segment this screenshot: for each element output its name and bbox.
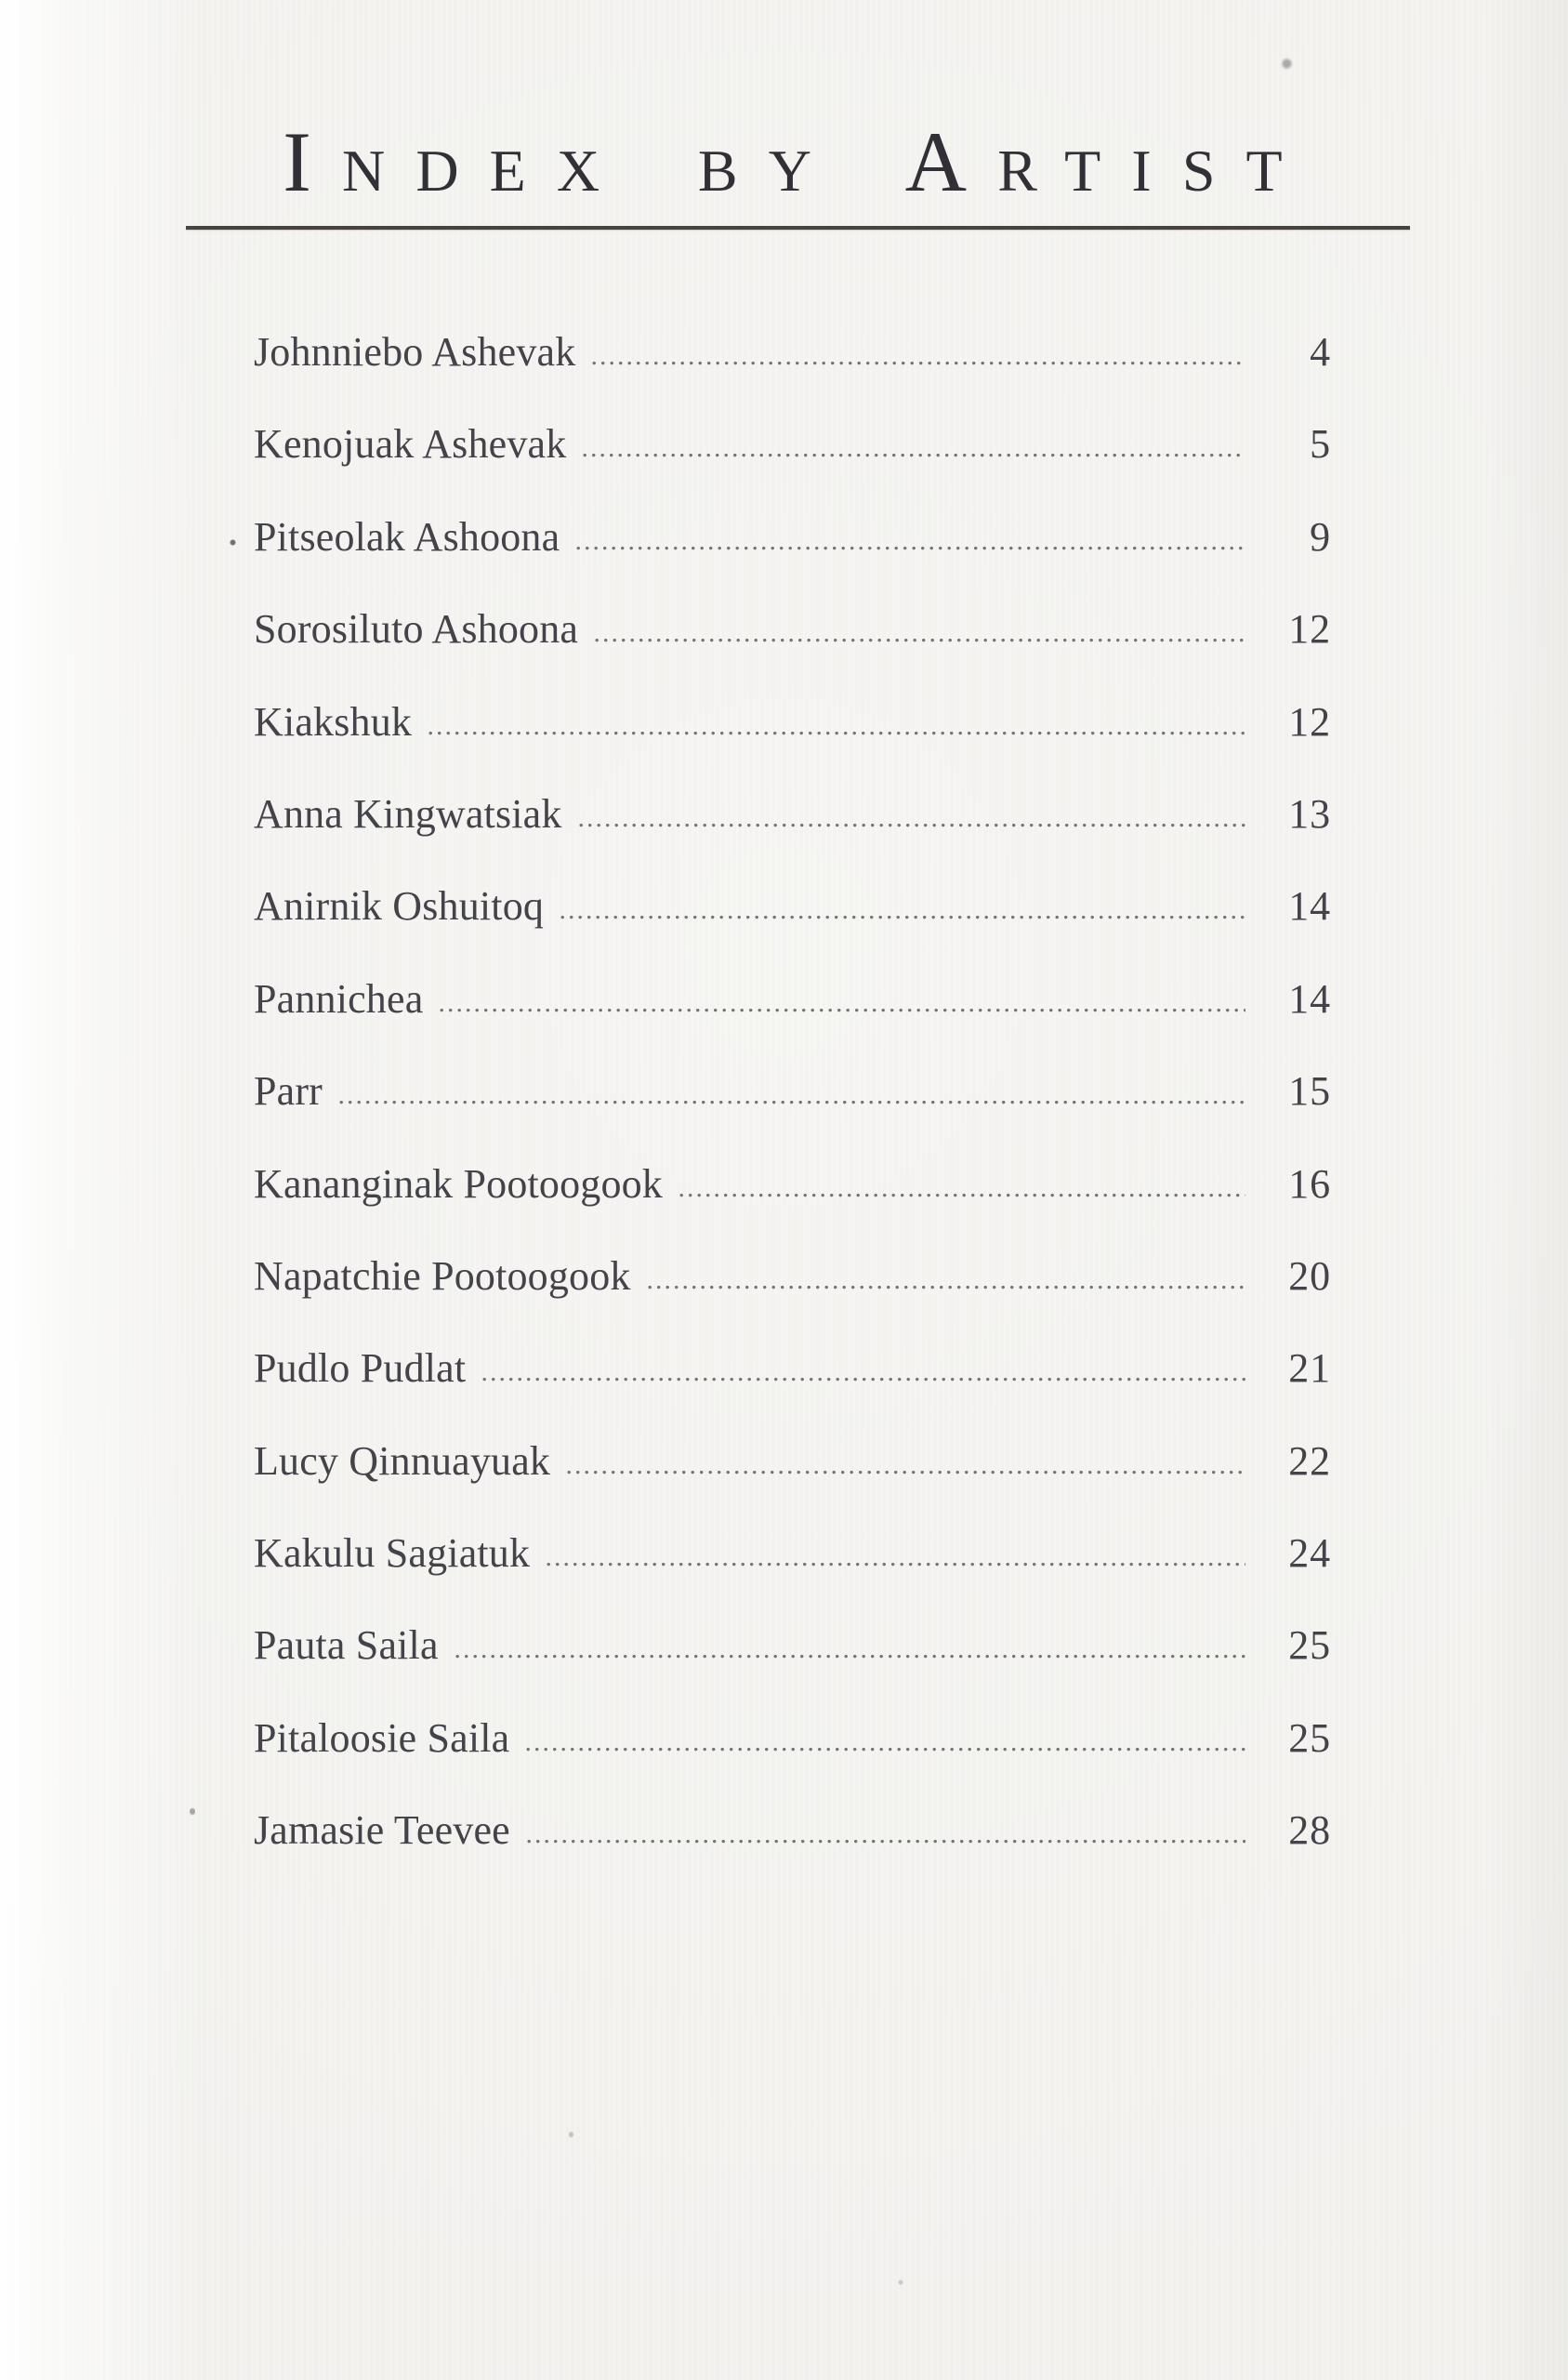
index-entry-row — [254, 1785, 1331, 1877]
index-entry-row — [254, 1693, 1331, 1785]
dot-leader — [527, 1839, 1245, 1844]
page-number: 16 — [1288, 1160, 1331, 1207]
artist-name: Pudlo Pudlat — [254, 1345, 467, 1392]
page-number: 22 — [1288, 1437, 1331, 1484]
dot-leader — [482, 1377, 1245, 1382]
artist-name: Kananginak Pootoogook — [254, 1160, 663, 1207]
artist-name: Parr — [254, 1068, 323, 1115]
index-entry-row — [254, 861, 1331, 953]
artist-name: Johnniebo Ashevak — [254, 329, 576, 375]
page-number: 12 — [1288, 606, 1331, 653]
artist-name: Anna Kingwatsiak — [254, 790, 562, 837]
page-number: 9 — [1310, 513, 1331, 560]
dot-leader — [648, 1285, 1245, 1289]
scan-speck — [230, 539, 236, 546]
artist-name: Napatchie Pootoogook — [254, 1252, 631, 1299]
scan-speck — [898, 2280, 903, 2285]
index-entry-row — [254, 769, 1331, 861]
page-number: 21 — [1288, 1345, 1331, 1392]
page-number: 14 — [1288, 883, 1331, 930]
dot-leader — [526, 1747, 1245, 1752]
page-number: 25 — [1288, 1622, 1331, 1669]
page-number: 15 — [1288, 1068, 1331, 1115]
dot-leader — [339, 1100, 1245, 1104]
artist-name: Kenojuak Ashevak — [254, 421, 567, 468]
page-number: 14 — [1288, 975, 1331, 1022]
index-entry-row — [254, 1600, 1331, 1692]
artist-index-list — [254, 307, 1331, 1878]
index-entry-row — [254, 954, 1331, 1046]
page-title: Index by Artist — [283, 114, 1313, 209]
index-entry-row — [254, 492, 1331, 584]
page-number: 28 — [1288, 1807, 1331, 1854]
artist-name: Pitaloosie Saila — [254, 1714, 510, 1761]
index-entry-row — [254, 1139, 1331, 1231]
title-rule — [186, 226, 1410, 230]
index-entry-row — [254, 1231, 1331, 1323]
artist-name: Pitseolak Ashoona — [254, 513, 560, 560]
dot-leader — [583, 453, 1245, 457]
page-number: 25 — [1288, 1714, 1331, 1761]
dot-leader — [560, 915, 1245, 919]
page-number: 5 — [1310, 421, 1331, 468]
dot-leader — [579, 823, 1245, 827]
dot-leader — [679, 1193, 1245, 1197]
page-number: 4 — [1310, 329, 1331, 375]
index-entry-row — [254, 677, 1331, 769]
dot-leader — [440, 1008, 1245, 1012]
artist-name: Anirnik Oshuitoq — [254, 883, 545, 930]
artist-name: Jamasie Teevee — [254, 1807, 510, 1854]
dot-leader — [592, 361, 1245, 365]
page-number: 12 — [1288, 698, 1331, 745]
page-number: 20 — [1288, 1252, 1331, 1299]
scan-speck — [190, 1807, 195, 1816]
index-entry-row — [254, 1508, 1331, 1600]
page-number: 24 — [1288, 1530, 1331, 1577]
artist-name: Lucy Qinnuayuak — [254, 1437, 551, 1484]
index-entry-row — [254, 307, 1331, 399]
dot-leader — [567, 1470, 1245, 1474]
dot-leader — [547, 1562, 1245, 1567]
dot-leader — [595, 638, 1245, 642]
dot-leader — [428, 731, 1245, 735]
index-entry-row — [254, 1416, 1331, 1508]
index-entry-row — [254, 399, 1331, 491]
artist-name: Pauta Saila — [254, 1622, 439, 1669]
index-entry-row — [254, 584, 1331, 676]
dot-leader — [455, 1654, 1245, 1659]
artist-name: Kiakshuk — [254, 698, 413, 745]
artist-name: Kakulu Sagiatuk — [254, 1530, 531, 1577]
index-entry-row — [254, 1046, 1331, 1138]
dot-leader — [576, 546, 1245, 550]
scan-speck — [1281, 58, 1293, 70]
page-number: 13 — [1288, 790, 1331, 837]
scan-speck — [569, 2131, 573, 2138]
artist-name: Pannichea — [254, 975, 424, 1022]
index-entry-row — [254, 1323, 1331, 1415]
artist-name: Sorosiluto Ashoona — [254, 606, 579, 653]
